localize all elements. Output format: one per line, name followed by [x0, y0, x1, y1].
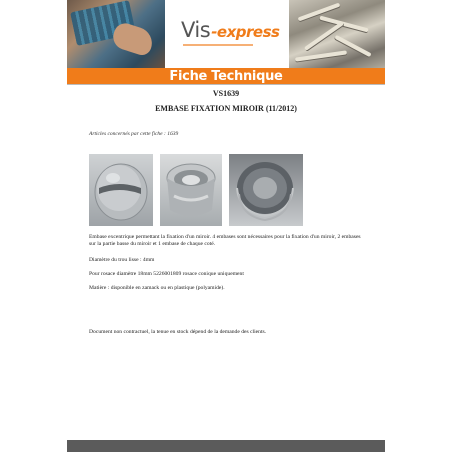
- related-articles: Articles concernés par cette fiche : 1639: [89, 131, 179, 137]
- disclaimer-text: Document non contractuel, la tenue en stock dépend de la demande des clients.: [89, 329, 267, 335]
- product-photo-top-view: [89, 154, 153, 226]
- logo-swoosh: [183, 44, 253, 46]
- divider: [67, 84, 385, 85]
- product-photo-side-view: [229, 154, 303, 226]
- logo-area: [165, 0, 289, 68]
- sheet-title-bar: [67, 68, 385, 84]
- workshop-photo: [67, 0, 165, 68]
- description-paragraph: Embase excentrique permettant la fixation d'un miroir. 4 embases sont nécessaires pour la fixation d'un miroir, 2 embases sur la partie basse du miroir et 1 embase de chaque coté.: [89, 234, 361, 247]
- material-text: Matière : disponible en zamack ou en plastique (polyamide).: [89, 285, 225, 291]
- screws-photo: [289, 0, 385, 68]
- logo-accent-text: -express: [211, 23, 280, 41]
- hand-image: [110, 20, 156, 57]
- product-title: EMBASE FIXATION MIROIR (11/2012): [155, 104, 297, 113]
- product-code: VS1639: [212, 89, 240, 98]
- logo-main-text: Vis: [181, 18, 211, 42]
- product-photo-angled: [160, 154, 222, 226]
- header-banner: [67, 0, 385, 68]
- footer-bar: [67, 440, 385, 452]
- screw-image: [295, 50, 347, 61]
- screw-image: [319, 16, 368, 33]
- technical-sheet-page: [67, 0, 385, 452]
- sheet-title: Fiche Technique: [169, 68, 283, 84]
- hole-diameter-text: Diamètre du trou lisse : 4mm: [89, 257, 155, 263]
- vis-express-logo[interactable]: [181, 18, 279, 42]
- rosette-text: Pour rosace diamètre 18mm 5226001809 rosace conique uniquement: [89, 271, 244, 277]
